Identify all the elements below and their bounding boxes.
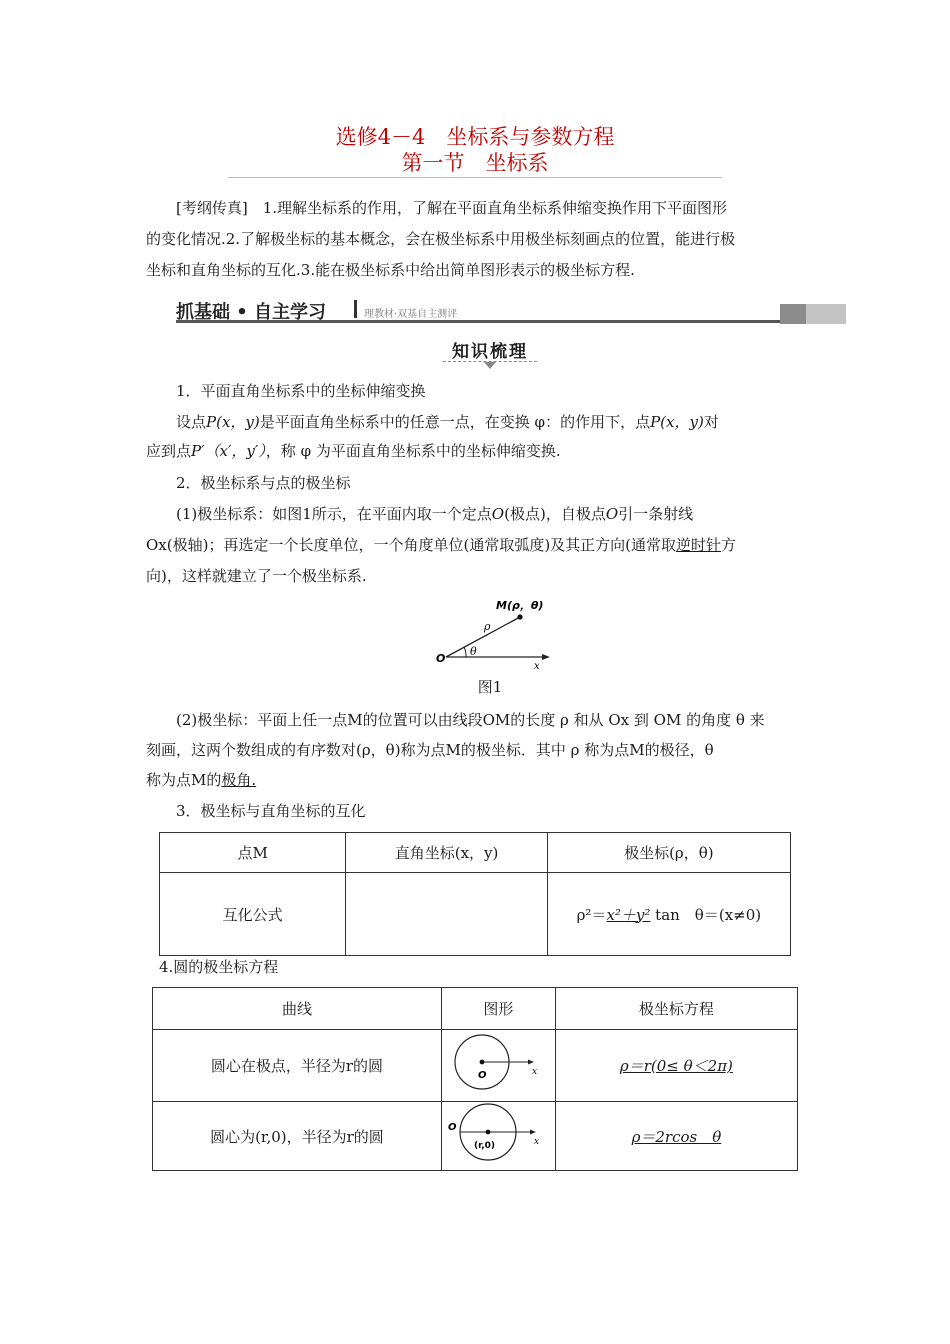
syllabus-line-2: 的变化情况.2.了解极坐标的基本概念，会在极坐标系中用极坐标刻画点的位置，能进行极 bbox=[146, 230, 736, 248]
label-x: x bbox=[532, 1066, 538, 1077]
s2-p1-line-1: (1)极坐标系：如图1所示，在平面内取一个定点O(极点)，自极点O引一条射线 bbox=[176, 505, 694, 523]
table-cell-formula-label: 互化公式 bbox=[160, 873, 346, 956]
label-o: O bbox=[448, 1122, 457, 1133]
s1-heading: 1．平面直角坐标系中的坐标伸缩变换 bbox=[176, 382, 426, 400]
table-row-2-equation: ρ＝2rcos θ bbox=[555, 1102, 797, 1171]
page-title: 选修4－4 坐标系与参数方程 bbox=[335, 125, 615, 149]
banner-block-light bbox=[806, 304, 846, 324]
figure-1-caption: 图1 bbox=[477, 678, 503, 696]
label-o: O bbox=[478, 1069, 487, 1081]
table-row-1-equation: ρ＝r(0≤ θ＜2π) bbox=[555, 1030, 797, 1102]
label-x: x bbox=[534, 661, 540, 672]
table-header-point: 点M bbox=[160, 833, 346, 873]
s4-heading: 4.圆的极坐标方程 bbox=[159, 958, 279, 976]
table-header-equation: 极坐标方程 bbox=[555, 988, 797, 1030]
section-banner bbox=[176, 298, 846, 326]
syllabus-line-3: 坐标和直角坐标的互化.3.能在极坐标系中给出简单图形表示的极坐标方程. bbox=[146, 261, 635, 279]
circle-offset-figure bbox=[448, 1102, 548, 1166]
syllabus-tag: [考纲传真] bbox=[176, 199, 248, 217]
conversion-table bbox=[159, 832, 791, 956]
table-cell-cartesian-formula bbox=[346, 873, 547, 956]
banner-subtitle: 理教材·双基自主测评 bbox=[364, 309, 458, 320]
s2-p2-line-3: 称为点M的极角. bbox=[146, 771, 257, 789]
ray-om bbox=[446, 617, 520, 657]
heading-arrow-icon bbox=[484, 362, 496, 369]
page-subtitle: 第一节 坐标系 bbox=[401, 151, 549, 175]
table-header-cartesian: 直角坐标(x，y) bbox=[346, 833, 547, 873]
s1-line-2: 应到点P′（x′，y′），称 φ 为平面直角坐标系中的坐标伸缩变换. bbox=[146, 442, 561, 460]
label-rho: ρ bbox=[484, 620, 491, 633]
axis-arrow-icon bbox=[528, 1059, 534, 1064]
banner-separator bbox=[354, 300, 357, 318]
banner-block-dark bbox=[780, 304, 806, 324]
point-m bbox=[517, 614, 522, 619]
label-theta: θ bbox=[470, 645, 477, 658]
axis-arrow-icon bbox=[530, 1130, 536, 1135]
label-m: M(ρ，θ) bbox=[496, 599, 544, 612]
circle-equation-table bbox=[152, 987, 798, 1171]
section-heading: 知识梳理 bbox=[452, 342, 528, 362]
table-cell-polar-formula: ρ²＝x²＋y² tan θ＝(x≠0) bbox=[547, 873, 790, 956]
table-header-curve: 曲线 bbox=[153, 988, 442, 1030]
table-row-1-curve: 圆心在极点，半径为r的圆 bbox=[153, 1030, 442, 1102]
figure-1-polar bbox=[430, 595, 560, 675]
table-row-2-curve: 圆心为(r,0)，半径为r的圆 bbox=[153, 1102, 442, 1171]
s2-p2-line-2: 刻画，这两个数组成的有序数对(ρ，θ)称为点M的极坐标．其中 ρ 称为点M的极径，θ bbox=[146, 741, 714, 759]
center-point bbox=[486, 1130, 491, 1135]
banner-title: 抓基础 • 自主学习 bbox=[176, 302, 327, 323]
angle-arc bbox=[464, 647, 466, 657]
s2-p1-line-3: 向)，这样就建立了一个极坐标系. bbox=[146, 567, 367, 585]
table-header-figure: 图形 bbox=[441, 988, 555, 1030]
circle-at-pole-figure bbox=[448, 1032, 548, 1096]
s3-heading: 3．极坐标与直角坐标的互化 bbox=[176, 802, 366, 820]
table-header-polar: 极坐标(ρ，θ) bbox=[547, 833, 790, 873]
axis-arrow-icon bbox=[542, 654, 550, 660]
s1-line-1: 设点P(x，y)是平面直角坐标系中的任意一点，在变换 φ：的作用下，点P(x，y)对 bbox=[176, 413, 719, 431]
label-o: O bbox=[436, 652, 446, 665]
syllabus-line-1: [考纲传真] 1.理解坐标系的作用，了解在平面直角坐标系伸缩变换作用下平面图形 bbox=[176, 199, 728, 217]
label-x: x bbox=[534, 1137, 540, 1147]
title-divider bbox=[228, 177, 722, 178]
s2-p2-line-1: (2)极坐标：平面上任一点M的位置可以由线段OM的长度 ρ 和从 Ox 到 OM 的角度 θ 来 bbox=[176, 711, 765, 729]
table-row-2-figure bbox=[441, 1102, 555, 1171]
label-r0: (r,0) bbox=[474, 1141, 496, 1151]
s2-heading: 2．极坐标系与点的极坐标 bbox=[176, 474, 351, 492]
table-row-1-figure bbox=[441, 1030, 555, 1102]
pole-point bbox=[480, 1059, 485, 1064]
s2-p1-line-2: Ox(极轴)；再选定一个长度单位，一个角度单位(通常取弧度)及其正方向(通常取逆时针方 bbox=[146, 536, 737, 554]
